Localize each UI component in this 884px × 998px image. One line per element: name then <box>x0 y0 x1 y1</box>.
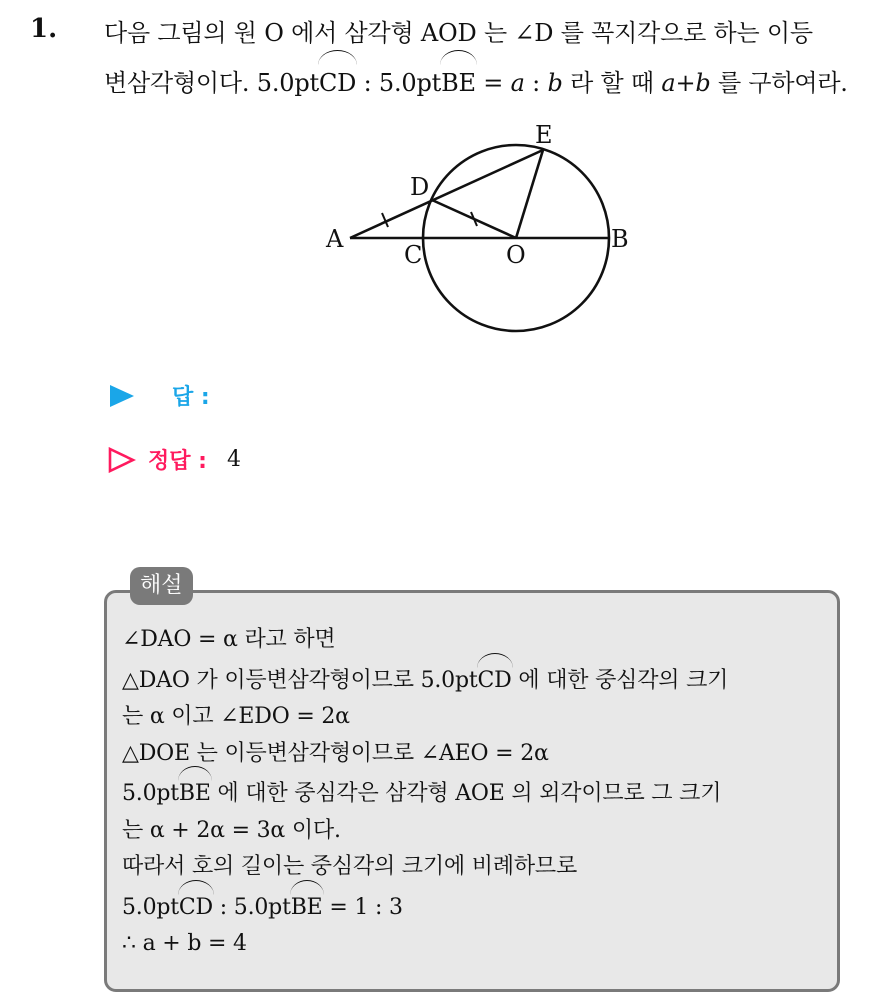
label-e: E <box>535 121 553 149</box>
answer-row <box>108 380 210 411</box>
question-text-part: 라 할 때 <box>562 69 662 97</box>
solution-text-part: △DAO 가 이등변삼각형이므로 5.0pt <box>122 667 478 693</box>
arc-cd: CD <box>319 56 356 106</box>
equals-sign: = <box>475 69 511 97</box>
solution-text-part: 5.0pt <box>122 894 179 920</box>
solution-tag: 해설 <box>130 567 193 605</box>
question-line-2 <box>104 56 874 106</box>
line-oe <box>516 150 543 238</box>
solution-text-part: 에 대한 중심각은 삼각형 AOE 의 외각이므로 그 크기 <box>210 781 722 806</box>
label-d: D <box>410 173 430 201</box>
question-line-1: 다음 그림의 원 O 에서 삼각형 AOD 는 ∠D 를 꼭지각으로 하는 이등 <box>104 19 813 47</box>
arc-be: BE <box>179 772 211 813</box>
arc-be: BE <box>291 886 323 927</box>
solution-text <box>122 622 837 963</box>
solution-text-part: 5.0pt <box>122 781 179 806</box>
line-ae <box>350 150 543 238</box>
arc-be: BE <box>441 56 476 106</box>
plus-sign: + <box>675 69 696 97</box>
variable-b: b <box>695 69 711 97</box>
question-text-part: 변삼각형이다. 5.0pt <box>104 69 319 97</box>
solution-line: ∠DAO = α 라고 하면 <box>122 627 336 652</box>
question-text <box>104 10 874 106</box>
solution-text-part: 에 대한 중심각의 크기 <box>511 667 729 693</box>
variable-a: a <box>510 69 525 97</box>
question-text-part: : 5.0pt <box>356 69 442 97</box>
answer-label: 답 : <box>172 385 210 410</box>
outline-triangle-icon <box>108 447 136 473</box>
label-c: C <box>404 241 423 269</box>
solution-line: 는 α + 2α = 3α 이다. <box>122 817 341 843</box>
solution-line <box>122 659 837 700</box>
solution-line: 따라서 호의 길이는 중심각의 크기에 비례하므로 <box>122 854 578 879</box>
circle-diagram <box>320 115 650 340</box>
play-triangle-icon <box>108 384 136 408</box>
solution-line: 는 α 이고 ∠EDO = 2α <box>122 704 350 729</box>
variable-b: b <box>547 69 563 97</box>
question-text-part: 를 구하여라. <box>710 69 848 97</box>
label-o: O <box>506 241 526 269</box>
solution-line: ∴ a + b = 4 <box>122 931 247 956</box>
correct-answer-value: 4 <box>226 447 241 472</box>
solution-line <box>122 772 837 813</box>
ratio-colon: : <box>524 69 548 97</box>
solution-text-part: = 1 : 3 <box>322 894 403 920</box>
solution-line <box>122 886 837 927</box>
correct-answer-label: 정답 : <box>148 449 207 474</box>
arc-cd: CD <box>179 886 213 927</box>
solution-line: △DOE 는 이등변삼각형이므로 ∠AEO = 2α <box>122 740 549 766</box>
correct-answer-row <box>108 444 241 475</box>
solution-text-part: : 5.0pt <box>213 894 291 920</box>
geometry-figure <box>320 115 650 340</box>
label-a: A <box>326 225 344 253</box>
question-number: 1. <box>30 14 58 44</box>
arc-cd: CD <box>478 659 512 700</box>
variable-a: a <box>661 69 676 97</box>
label-b: B <box>611 225 629 253</box>
